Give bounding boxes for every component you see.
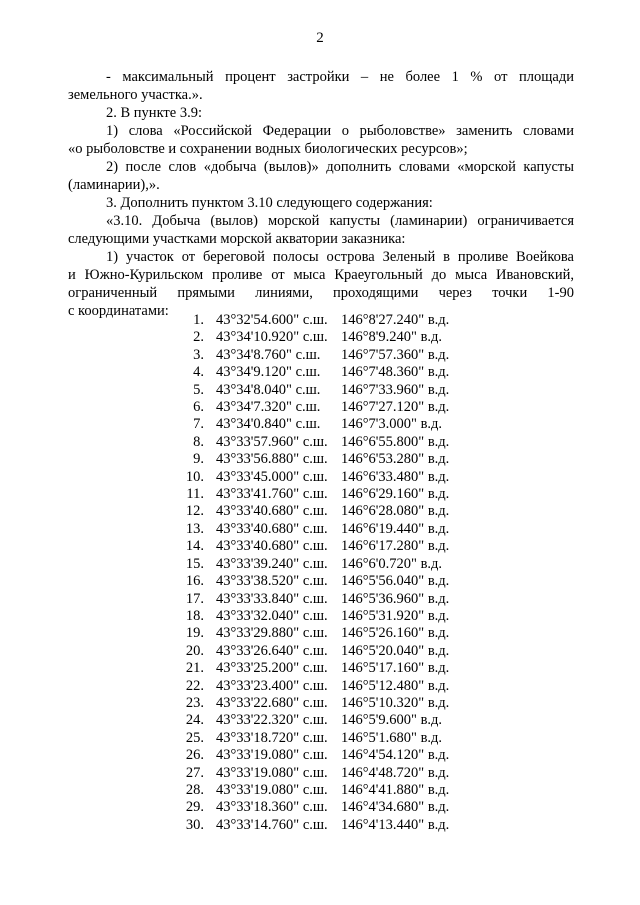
coordinate-latitude: 43°33'33.840" с.ш. — [216, 590, 328, 607]
coordinate-row — [178, 765, 449, 782]
coordinate-row — [178, 469, 449, 486]
coordinate-longitude: 146°5'36.960" в.д. — [341, 590, 450, 607]
coordinate-latitude: 43°34'8.760" с.ш. — [216, 346, 321, 363]
coordinate-latitude: 43°34'7.320" с.ш. — [216, 399, 321, 416]
coordinate-row — [178, 712, 449, 729]
coordinate-row — [178, 382, 449, 399]
coordinate-row — [178, 799, 449, 816]
coordinate-longitude: 146°6'55.800" в.д. — [341, 433, 450, 450]
coordinate-number: 7. — [193, 416, 204, 433]
coordinate-latitude: 43°33'26.640" с.ш. — [216, 642, 328, 659]
coordinate-longitude: 146°4'54.120" в.д. — [341, 747, 450, 764]
paragraph-line: 2) после слов «добыча (вылов)» дополнить словами «морской капусты — [106, 159, 574, 175]
coordinate-longitude: 146°4'48.720" в.д. — [341, 764, 450, 781]
coordinate-number: 23. — [185, 694, 204, 711]
coordinate-number: 29. — [185, 799, 204, 816]
coordinate-latitude: 43°33'19.080" с.ш. — [216, 764, 328, 781]
paragraph-line: и Южно-Курильском проливе от мыса Краеугольный до мыса Ивановский, — [68, 267, 574, 283]
coordinate-row — [178, 364, 449, 381]
coordinate-number: 4. — [193, 364, 204, 381]
coordinate-row — [178, 538, 449, 555]
coordinate-number: 2. — [193, 329, 204, 346]
coordinate-latitude: 43°34'9.120" с.ш. — [216, 364, 321, 381]
coordinate-row — [178, 695, 449, 712]
paragraph-line: 1) слова «Российской Федерации о рыболовстве» заменить словами — [106, 123, 574, 139]
coordinate-row — [178, 521, 449, 538]
coordinate-longitude: 146°5'17.160" в.д. — [341, 660, 450, 677]
coordinate-longitude: 146°5'31.920" в.д. — [341, 607, 450, 624]
coordinate-row — [178, 347, 449, 364]
coordinate-latitude: 43°33'56.880" с.ш. — [216, 451, 328, 468]
coordinate-row — [178, 556, 449, 573]
coordinate-number: 19. — [185, 625, 204, 642]
coordinate-latitude: 43°32'54.600" с.ш. — [216, 312, 328, 328]
coordinate-number: 10. — [185, 468, 204, 485]
coordinate-number: 6. — [193, 399, 204, 416]
coordinate-row — [178, 591, 449, 608]
paragraph-line: земельного участка.». — [68, 87, 203, 103]
coordinate-number: 14. — [185, 538, 204, 555]
coordinate-row — [178, 503, 449, 520]
paragraph-line: «3.10. Добыча (вылов) морской капусты (ламинарии) ограничивается — [106, 213, 574, 229]
coordinate-number: 30. — [185, 816, 204, 833]
coordinate-row — [178, 817, 449, 834]
document-body — [68, 68, 574, 320]
coordinate-row — [178, 782, 449, 799]
coordinate-latitude: 43°33'57.960" с.ш. — [216, 433, 328, 450]
coordinate-longitude: 146°4'13.440" в.д. — [341, 816, 450, 833]
coordinate-row — [178, 434, 449, 451]
paragraph-line: (ламинарии),». — [68, 177, 160, 193]
coordinate-latitude: 43°33'45.000" с.ш. — [216, 468, 328, 485]
coordinate-longitude: 146°8'27.240" в.д. — [341, 312, 450, 328]
coordinate-latitude: 43°33'29.880" с.ш. — [216, 625, 328, 642]
coordinate-number: 21. — [185, 660, 204, 677]
paragraph-line: ограниченный прямыми линиями, проходящими через точки 1-90 — [68, 285, 574, 301]
coordinate-number: 1. — [193, 312, 204, 328]
coordinate-longitude: 146°8'9.240" в.д. — [341, 329, 443, 346]
coordinate-longitude: 146°7'27.120" в.д. — [341, 399, 450, 416]
coordinate-number: 28. — [185, 781, 204, 798]
coordinate-number: 5. — [193, 381, 204, 398]
coordinate-longitude: 146°7'3.000" в.д. — [341, 416, 443, 433]
coordinate-row — [178, 416, 449, 433]
coordinate-latitude: 43°33'39.240" с.ш. — [216, 555, 328, 572]
coordinate-longitude: 146°6'0.720" в.д. — [341, 555, 443, 572]
coordinate-row — [178, 660, 449, 677]
coordinate-row — [178, 329, 449, 346]
coordinate-longitude: 146°4'41.880" в.д. — [341, 781, 450, 798]
coordinate-latitude: 43°34'10.920" с.ш. — [216, 329, 328, 346]
coordinate-number: 27. — [185, 764, 204, 781]
paragraph-line: 3. Дополнить пунктом 3.10 следующего содержания: — [106, 195, 433, 211]
coordinate-number: 13. — [185, 520, 204, 537]
coordinate-number: 9. — [193, 451, 204, 468]
coordinate-latitude: 43°33'32.040" с.ш. — [216, 607, 328, 624]
coordinate-longitude: 146°5'26.160" в.д. — [341, 625, 450, 642]
paragraph-line: «о рыболовстве и сохранении водных биологических ресурсов»; — [68, 141, 468, 157]
coordinate-longitude: 146°5'12.480" в.д. — [341, 677, 450, 694]
coordinate-number: 16. — [185, 573, 204, 590]
paragraph-line: 1) участок от береговой полосы острова Зеленый в проливе Воейкова — [106, 249, 574, 265]
paragraph-line: с координатами: — [68, 303, 169, 319]
coordinate-longitude: 146°5'1.680" в.д. — [341, 729, 443, 746]
coordinate-latitude: 43°33'40.680" с.ш. — [216, 503, 328, 520]
coordinates-table — [178, 312, 449, 834]
coordinate-latitude: 43°34'8.040" с.ш. — [216, 381, 321, 398]
coordinate-latitude: 43°33'18.720" с.ш. — [216, 729, 328, 746]
coordinate-longitude: 146°4'34.680" в.д. — [341, 799, 450, 816]
coordinate-latitude: 43°34'0.840" с.ш. — [216, 416, 321, 433]
coordinate-longitude: 146°7'57.360" в.д. — [341, 346, 450, 363]
coordinate-longitude: 146°7'48.360" в.д. — [341, 364, 450, 381]
coordinate-row — [178, 451, 449, 468]
coordinate-latitude: 43°33'23.400" с.ш. — [216, 677, 328, 694]
coordinate-longitude: 146°6'33.480" в.д. — [341, 468, 450, 485]
paragraph-line: 2. В пункте 3.9: — [106, 105, 202, 121]
coordinate-latitude: 43°33'19.080" с.ш. — [216, 781, 328, 798]
coordinate-longitude: 146°5'9.600" в.д. — [341, 712, 443, 729]
coordinate-number: 8. — [193, 433, 204, 450]
coordinate-longitude: 146°7'33.960" в.д. — [341, 381, 450, 398]
coordinate-latitude: 43°33'40.680" с.ш. — [216, 538, 328, 555]
coordinate-longitude: 146°5'10.320" в.д. — [341, 694, 450, 711]
coordinate-row — [178, 608, 449, 625]
page-number: 2 — [316, 30, 324, 46]
coordinate-latitude: 43°33'40.680" с.ш. — [216, 520, 328, 537]
coordinate-longitude: 146°6'53.280" в.д. — [341, 451, 450, 468]
coordinate-row — [178, 399, 449, 416]
coordinate-row — [178, 625, 449, 642]
coordinate-latitude: 43°33'22.680" с.ш. — [216, 694, 328, 711]
coordinate-number: 3. — [193, 346, 204, 363]
coordinate-number: 17. — [185, 590, 204, 607]
coordinate-latitude: 43°33'25.200" с.ш. — [216, 660, 328, 677]
coordinate-longitude: 146°6'17.280" в.д. — [341, 538, 450, 555]
coordinate-latitude: 43°33'14.760" с.ш. — [216, 816, 328, 833]
coordinate-number: 18. — [185, 607, 204, 624]
coordinate-number: 12. — [185, 503, 204, 520]
coordinate-longitude: 146°6'28.080" в.д. — [341, 503, 450, 520]
coordinate-row — [178, 678, 449, 695]
coordinate-latitude: 43°33'38.520" с.ш. — [216, 573, 328, 590]
coordinate-number: 25. — [185, 729, 204, 746]
coordinate-longitude: 146°6'19.440" в.д. — [341, 520, 450, 537]
coordinate-number: 26. — [185, 747, 204, 764]
coordinate-row — [178, 747, 449, 764]
coordinate-longitude: 146°6'29.160" в.д. — [341, 486, 450, 503]
coordinate-number: 24. — [185, 712, 204, 729]
coordinate-number: 15. — [185, 555, 204, 572]
coordinate-latitude: 43°33'19.080" с.ш. — [216, 747, 328, 764]
coordinate-row — [178, 486, 449, 503]
coordinate-longitude: 146°5'56.040" в.д. — [341, 573, 450, 590]
coordinate-row — [178, 643, 449, 660]
coordinate-number: 22. — [185, 677, 204, 694]
paragraph-line: - максимальный процент застройки – не более 1 % от площади — [106, 69, 574, 85]
coordinate-longitude: 146°5'20.040" в.д. — [341, 642, 450, 659]
coordinate-latitude: 43°33'22.320" с.ш. — [216, 712, 328, 729]
paragraph-line: следующими участками морской акватории заказника: — [68, 231, 406, 247]
coordinate-latitude: 43°33'18.360" с.ш. — [216, 799, 328, 816]
coordinate-row — [178, 573, 449, 590]
coordinate-row — [178, 730, 449, 747]
coordinate-number: 20. — [185, 642, 204, 659]
coordinate-row — [178, 312, 449, 329]
coordinate-number: 11. — [186, 486, 204, 503]
coordinate-latitude: 43°33'41.760" с.ш. — [216, 486, 328, 503]
coordinates-table-body — [178, 312, 449, 834]
